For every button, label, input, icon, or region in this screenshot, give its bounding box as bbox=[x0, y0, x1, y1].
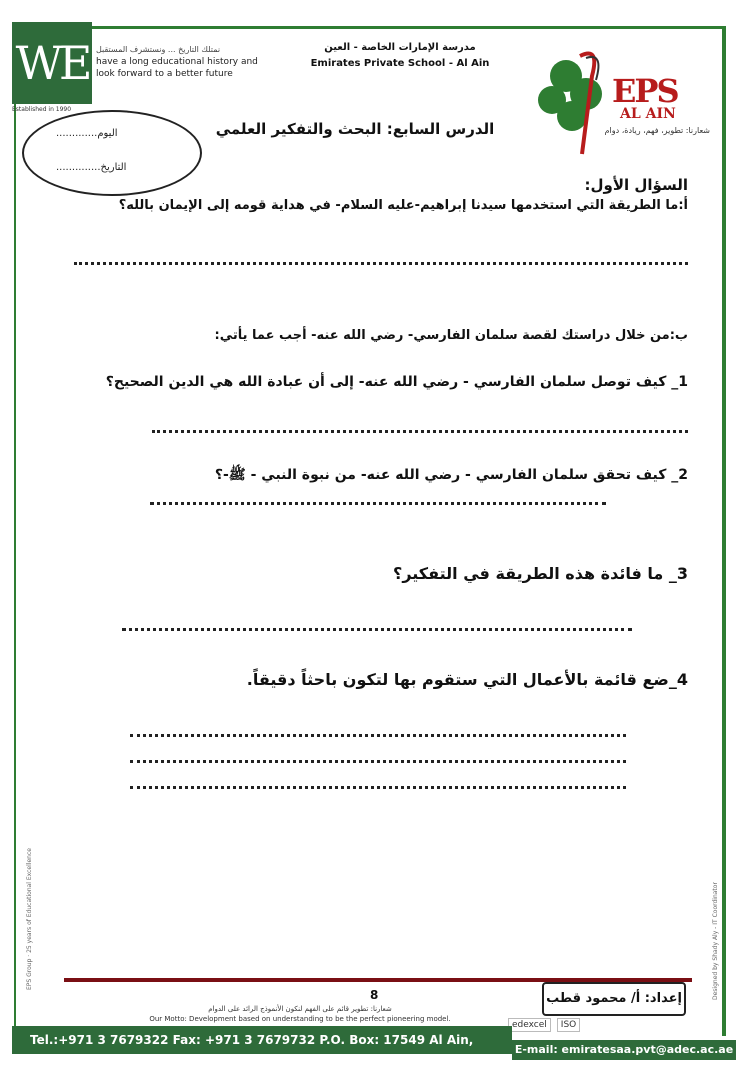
side-text-left: EPS Group · 25 years of Educational Excellence bbox=[26, 848, 33, 990]
header-motto bbox=[96, 44, 296, 80]
accreditation-logos bbox=[508, 1014, 688, 1036]
footer-motto-english: Our Motto: Development based on understanding to be the perfect pioneering model. bbox=[149, 1015, 451, 1023]
answer-line-1b-1[interactable] bbox=[152, 430, 688, 433]
eps-slogan: شعارنا: تطوير، فهم، ريادة، دوام bbox=[604, 126, 710, 135]
iso-logo: ISO bbox=[557, 1018, 580, 1032]
question-4: 4_ضع قائمة بالأعمال التي ستقوم بها لتكون باحثاً دقيقاً. bbox=[246, 670, 688, 689]
email-bar[interactable]: E-mail: emiratesaa.pvt@adec.ac.ae bbox=[512, 1040, 736, 1060]
side-text-right: Designed by Shady Aly - IT Coordinator bbox=[712, 882, 719, 1000]
answer-line-4-2[interactable] bbox=[130, 760, 626, 763]
lesson-title: الدرس السابع: البحث والتفكير العلمي bbox=[215, 120, 495, 138]
school-name-arabic: مدرسة الإمارات الخاصة - العين bbox=[324, 42, 476, 53]
school-name bbox=[300, 40, 500, 72]
question-1b-1: 1_ كيف توصل سلمان الفارسي - رضي الله عنه- إلى أن عبادة الله هي الدين الصحيح؟ bbox=[105, 374, 688, 390]
day-field[interactable]: اليوم............. bbox=[56, 128, 118, 139]
prepared-by-box: إعداد: أ/ محمود قطب bbox=[542, 982, 686, 1016]
question-3: 3_ ما فائدة هذه الطريقة في التفكير؟ bbox=[393, 564, 688, 583]
answer-line-4-3[interactable] bbox=[130, 786, 626, 789]
established-label: Established in 1990 bbox=[12, 106, 72, 113]
question-1b: ب:من خلال دراستك لقصة سلمان الفارسي- رضي الله عنه- أجب عما يأتي: bbox=[214, 328, 688, 343]
answer-line-3[interactable] bbox=[122, 628, 632, 631]
question-1a: أ:ما الطريقة التي استخدمها سيدنا إبراهيم-عليه السلام- في هداية قومه إلى الإيمان بالله؟ bbox=[118, 198, 688, 213]
motto-english-line1: have a long educational history and bbox=[96, 57, 258, 67]
eps-logo-subtitle: AL AIN bbox=[620, 106, 676, 122]
answer-line-4-1[interactable] bbox=[130, 734, 626, 737]
motto-arabic: نمتلك التاريخ ... ونستشرف المستقبل bbox=[96, 45, 221, 54]
question-1-heading: السؤال الأول: bbox=[584, 176, 688, 194]
answer-line-1a[interactable] bbox=[74, 262, 688, 265]
page-number: 8 bbox=[370, 988, 379, 1002]
footer-motto-arabic: شعارنا: تطوير قائم على الفهم لنكون الأنموذج الرائد على الدوام bbox=[208, 1005, 392, 1013]
school-name-english: Emirates Private School - Al Ain bbox=[310, 58, 490, 69]
date-field[interactable]: التاريخ.............. bbox=[56, 162, 127, 173]
contact-bar: Tel.:+971 3 7679322 Fax: +971 3 7679732 P.O. Box: 17549 Al Ain, U.A.E. bbox=[12, 1026, 512, 1054]
we-logo: WE bbox=[12, 22, 92, 104]
footer-motto bbox=[70, 1004, 530, 1024]
eps-logo-text: EPS bbox=[612, 72, 678, 110]
motto-english-line2: look forward to a better future bbox=[96, 69, 233, 79]
edexcel-logo: edexcel bbox=[508, 1018, 551, 1032]
answer-line-1b-2[interactable] bbox=[150, 502, 606, 505]
question-1b-2: 2_ كيف تحقق سلمان الفارسي - رضي الله عنه- من نبوة النبي - ﷺ-؟ bbox=[214, 467, 688, 483]
